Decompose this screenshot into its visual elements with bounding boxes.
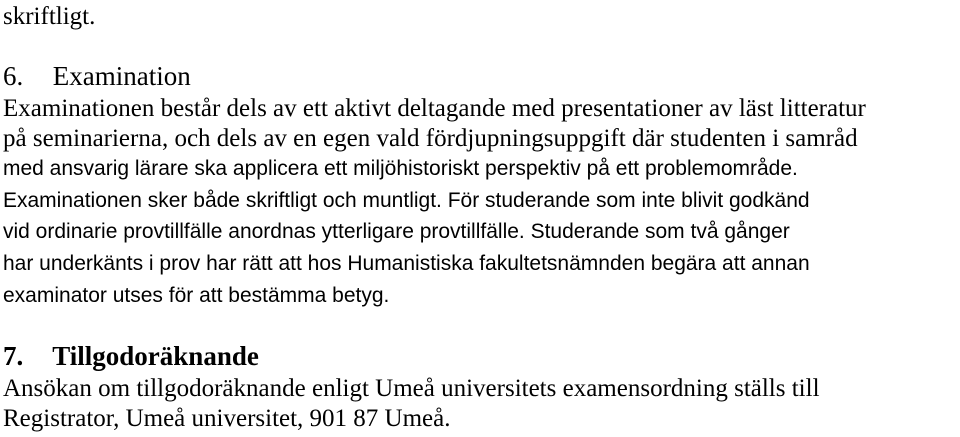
section-6-paragraph-line: Examinationen sker både skriftligt och muntligt. För studerande som inte blivit godkänd: [3, 189, 810, 212]
top-fragment-text: skriftligt.: [3, 3, 96, 30]
section-6-paragraph-line: vid ordinarie provtillfälle anordnas ytterligare provtillfälle. Studerande som två gånger: [3, 220, 790, 243]
section-7-number: 7.: [3, 341, 24, 371]
section-6-number: 6.: [3, 61, 24, 91]
section-6-title: Examination: [52, 61, 191, 91]
section-7-heading: [3, 343, 259, 370]
section-6-heading: [3, 63, 191, 90]
section-7-paragraph-line: Registrator, Umeå universitet, 901 87 Umeå.: [3, 405, 451, 432]
section-6-paragraph-line: med ansvarig lärare ska applicera ett miljöhistoriskt perspektiv på ett problemområde.: [3, 157, 798, 180]
section-7-title: Tillgodoräknande: [52, 341, 259, 371]
section-6-paragraph-line: examinator utses för att bestämma betyg.: [3, 284, 390, 307]
section-7-paragraph-line: Ansökan om tillgodoräknande enligt Umeå universitets examensordning ställs till: [3, 375, 820, 402]
section-6-paragraph-line: har underkänts i prov har rätt att hos Humanistiska fakultetsnämnden begära att annan: [3, 252, 810, 275]
section-6-paragraph-line: på seminarierna, och dels av en egen vald fördjupningsuppgift där studenten i samråd: [3, 125, 858, 152]
section-6-paragraph-line: Examinationen består dels av ett aktivt deltagande med presentationer av läst litteratur: [3, 95, 866, 122]
